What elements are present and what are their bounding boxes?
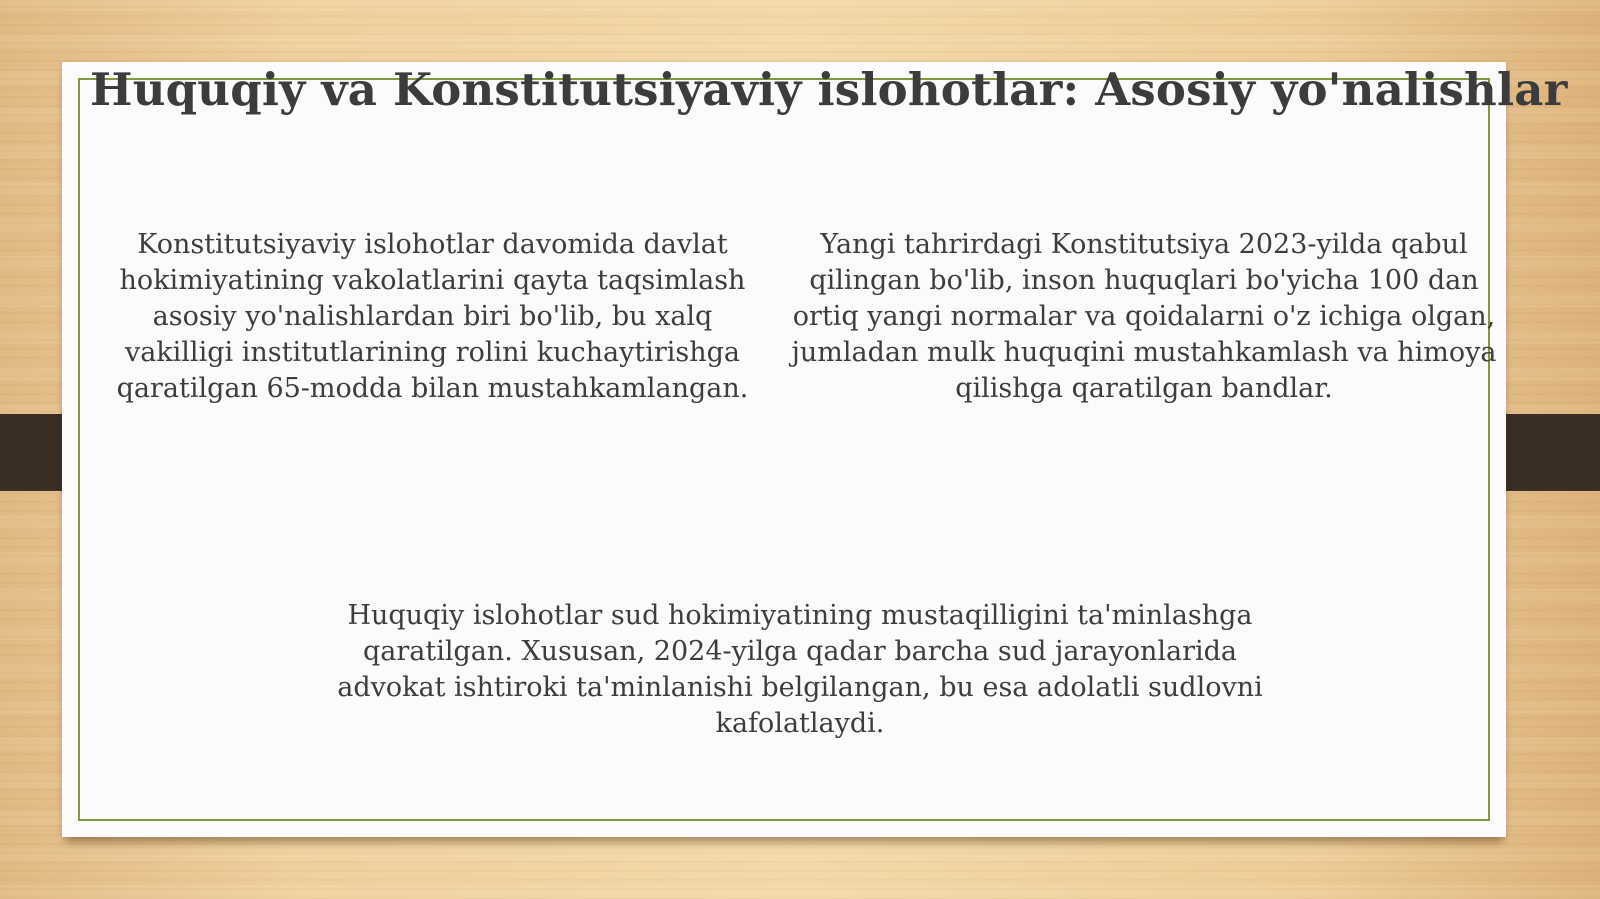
paragraph-judicial-reform: Huquqiy islohotlar sud hokimiyatining mustaqilligini ta'minlashga qaratilgan. Xususan, 2024-yilga qadar barcha sud jarayonlarida advokat ishtiroki ta'minlanishi belgilangan, bu esa adolatli sudlovni kafolatlaydi.	[337, 600, 1263, 739]
paragraph-constitutional-reform: Konstitutsiyaviy islohotlar davomida davlat hokimiyatining vakolatlarini qayta taqsimlash asosiy yo'nalishlardan biri bo'lib, bu xalq vakilligi institutlarining rolini kuchaytirishga qaratilgan 65-modda bilan mustahkamlangan.	[116, 229, 749, 404]
right-decorative-tab	[1500, 414, 1600, 491]
slide-title: Huquqiy va Konstitutsiyaviy islohotlar: Asosiy yo'nalishlar	[90, 63, 1568, 116]
paragraph-new-constitution: Yangi tahrirdagi Konstitutsiya 2023-yilda qabul qilingan bo'lib, inson huquqlari bo'yicha 100 dan ortiq yangi normalar va qoidalarni o'z ichiga olgan, jumladan mulk huquqini mustahkamlash va himoya qilishga qaratilgan bandlar.	[791, 229, 1497, 404]
